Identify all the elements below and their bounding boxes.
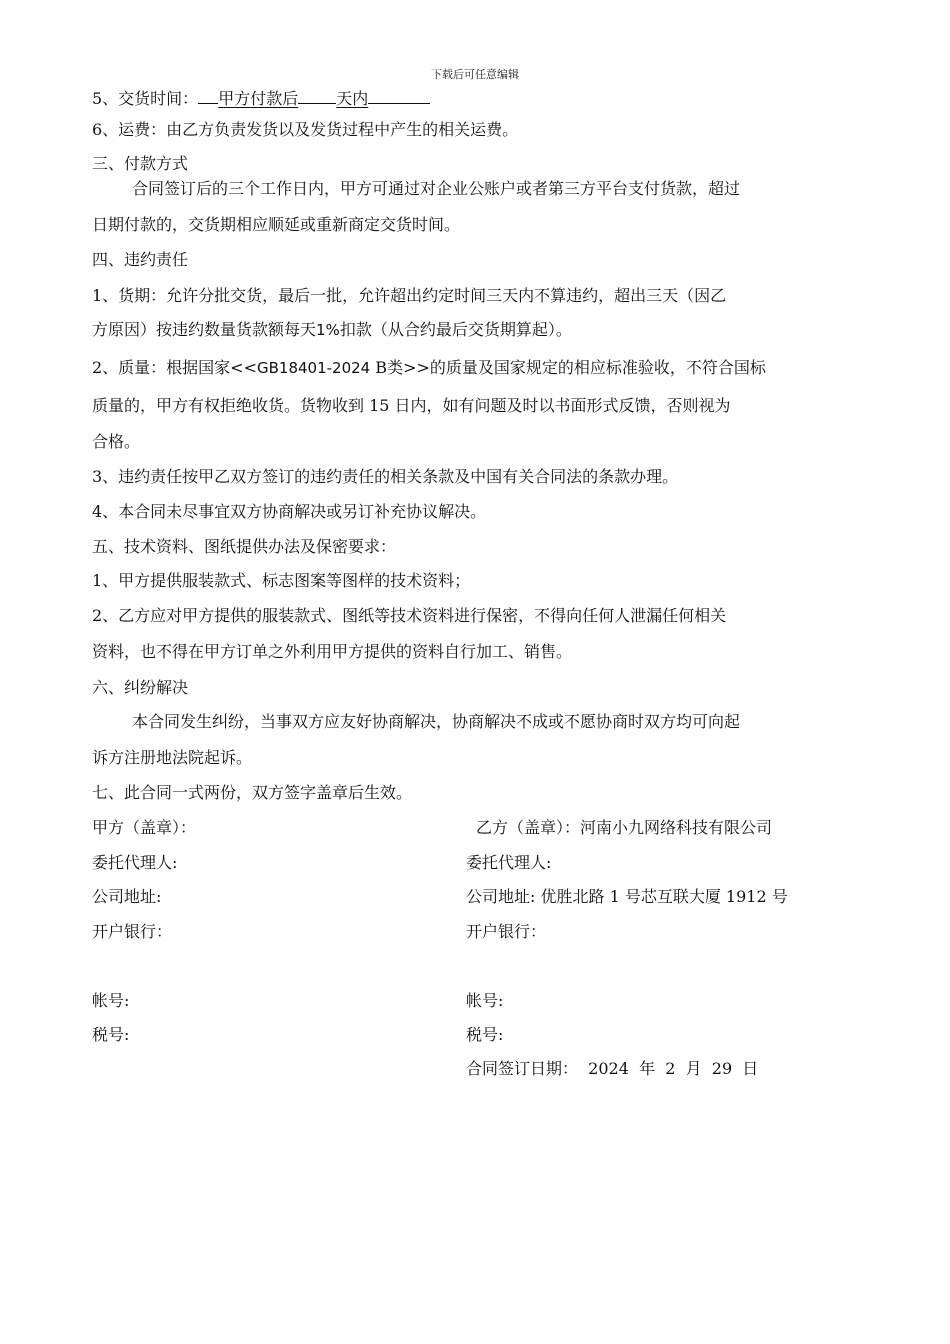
breach-item4: 4、本合同未尽事宜双方协商解决或另订补充协议解决。 <box>92 502 487 521</box>
breach-item1-line1: 1、货期：允许分批交货，最后一批，允许超出约定时间三天内不算违约，超出三天（因乙 <box>92 286 727 305</box>
delivery-time-value-a: 甲方付款后 <box>218 89 299 108</box>
breach-item1-text-b: 扣款（从合约最后交货期算起）。 <box>339 320 572 339</box>
party-a-bank: 开户银行： <box>92 922 173 941</box>
party-b-seal: 乙方（盖章）：河南小九网络科技有限公司 <box>476 818 773 837</box>
breach-item1-line2 <box>92 320 572 340</box>
payment-paragraph-line2: 日期付款的，交货期相应顺延或重新商定交货时间。 <box>92 215 461 234</box>
breach-item2-line1 <box>92 358 766 378</box>
breach-item2-line2: 质量的，甲方有权拒绝收货。货物收到 15 日内，如有问题及时以书面形式反馈，否则视为 <box>92 396 731 415</box>
tech-item1: 1、甲方提供服装款式、标志图案等图样的技术资料； <box>92 571 471 590</box>
party-a-address: 公司地址: <box>92 887 162 906</box>
party-b-agent: 委托代理人: <box>466 853 552 872</box>
party-b-bank: 开户银行： <box>466 922 547 941</box>
contract-sign-date: 合同签订日期： 2024 年 2 月 29 日 <box>466 1059 759 1078</box>
breach-item2-text-b: B类>>的质量及国家规定的相应标准验收，不符合国标 <box>370 358 766 377</box>
party-a-agent: 委托代理人: <box>92 853 178 872</box>
header-note: 下载后可任意编辑 <box>431 68 519 81</box>
delivery-time-line <box>92 85 430 109</box>
tech-heading: 五、技术资料、图纸提供办法及保密要求： <box>92 537 397 556</box>
breach-item2-text-a: 2、质量：根据国家<< <box>92 358 257 377</box>
shipping-clause: 6、运费：由乙方负责发货以及发货过程中产生的相关运费。 <box>92 120 519 139</box>
party-b-address: 公司地址: 优胜北路 1 号芯互联大厦 1912 号 <box>466 887 788 906</box>
breach-item2-line3: 合格。 <box>92 432 141 451</box>
dispute-paragraph-line1: 本合同发生纠纷，当事双方应友好协商解决，协商解决不成或不愿协商时双方均可向起 <box>132 712 741 731</box>
breach-heading: 四、违约责任 <box>92 250 189 269</box>
payment-heading: 三、付款方式 <box>92 154 189 173</box>
breach-item1-text-a: 方原因）按违约数量货款额每天 <box>92 320 317 339</box>
dispute-paragraph-line2: 诉方注册地法院起诉。 <box>92 748 253 767</box>
party-a-account: 帐号: <box>92 991 130 1010</box>
party-a-tax-id: 税号: <box>92 1025 130 1044</box>
party-a-seal: 甲方（盖章）： <box>92 818 197 837</box>
delivery-blank-trail <box>368 85 430 104</box>
quality-standard-code: GB18401-2024 <box>257 359 371 377</box>
delivery-time-label: 5、交货时间： <box>92 89 199 108</box>
copies-clause: 七、此合同一式两份，双方签字盖章后生效。 <box>92 783 413 802</box>
party-b-tax-id: 税号: <box>466 1025 504 1044</box>
party-b-account: 帐号: <box>466 991 504 1010</box>
tech-item2-line1: 2、乙方应对甲方提供的服装款式、图纸等技术资料进行保密，不得向任何人泄漏任何相关 <box>92 606 727 625</box>
dispute-heading: 六、纠纷解决 <box>92 678 189 697</box>
tech-item2-line2: 资料，也不得在甲方订单之外利用甲方提供的资料自行加工、销售。 <box>92 642 573 661</box>
delivery-blank-days <box>298 85 336 104</box>
delivery-time-value-b: 天内 <box>336 89 369 108</box>
penalty-rate: 1% <box>316 321 340 339</box>
payment-paragraph-line1: 合同签订后的三个工作日内，甲方可通过对企业公账户或者第三方平台支付货款，超过 <box>132 179 741 198</box>
delivery-blank-lead <box>198 85 218 104</box>
breach-item3: 3、违约责任按甲乙双方签订的违约责任的相关条款及中国有关合同法的条款办理。 <box>92 467 679 486</box>
